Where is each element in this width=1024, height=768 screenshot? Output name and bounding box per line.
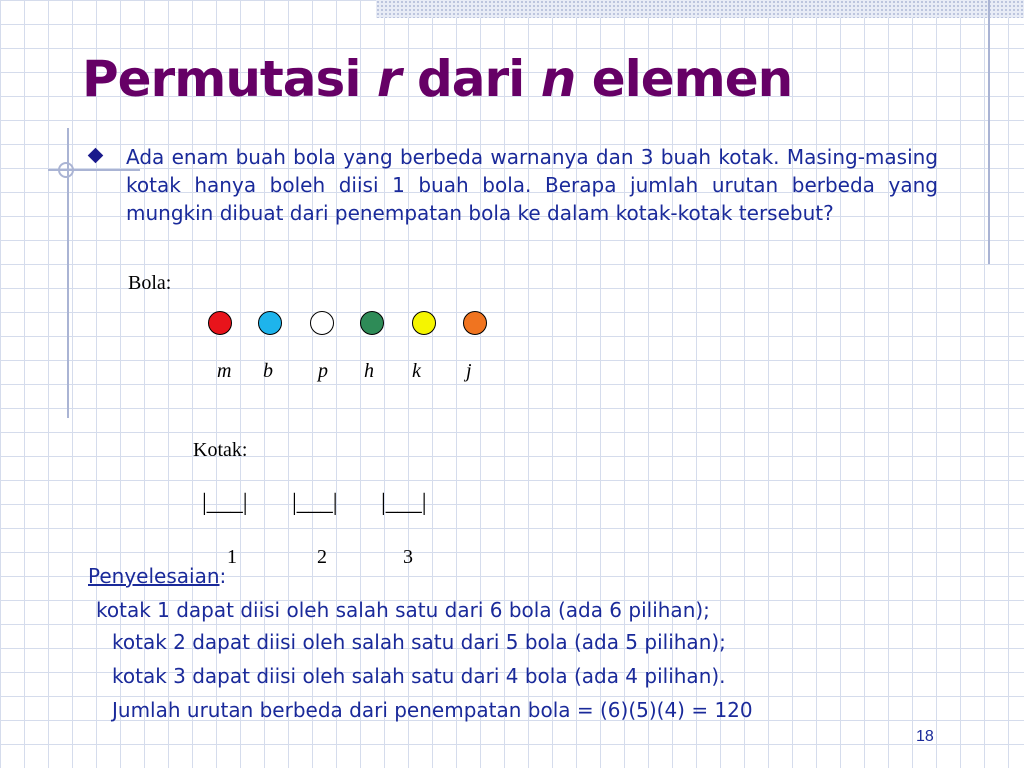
bola-label: Bola: xyxy=(128,272,172,294)
ball-letter-k: k xyxy=(412,360,421,382)
right-vertical-rule xyxy=(988,0,990,264)
ball-green xyxy=(360,311,384,335)
problem-paragraph: Ada enam buah bola yang berbeda warnanya dan 3 buah kotak. Masing-masing kotak hanya boleh diisi 1 buah bola. Berapa jumlah urutan berbeda yang mungkin dibuat dari penempatan bola ke dalam kotak-kotak tersebut? xyxy=(126,145,938,225)
solution-line-1: kotak 1 dapat diisi oleh salah satu dari 6 bola (ada 6 pilihan); xyxy=(96,598,710,622)
ball-red xyxy=(208,311,232,335)
solution-line-4: Jumlah urutan berbeda dari penempatan bola = (6)(5)(4) = 120 xyxy=(112,698,753,722)
slide-title: Permutasi r dari n elemen xyxy=(82,50,793,108)
box-number-2: 2 xyxy=(317,546,327,568)
solution-line-2: kotak 2 dapat diisi oleh salah satu dari 5 bola (ada 5 pilihan); xyxy=(112,630,726,654)
ball-letter-j: j xyxy=(466,360,472,382)
ball-letter-m: m xyxy=(217,360,232,382)
ball-white xyxy=(310,311,334,335)
ball-letter-h: h xyxy=(364,360,374,382)
box-number-1: 1 xyxy=(227,546,237,568)
header-decoration xyxy=(376,0,1024,18)
ball-blue xyxy=(258,311,282,335)
ball-letter-b: b xyxy=(263,360,273,382)
solution-heading: Penyelesaian: xyxy=(88,564,227,588)
box-2: |___| xyxy=(292,490,338,516)
kotak-label: Kotak: xyxy=(193,439,248,461)
box-1: |___| xyxy=(202,490,248,516)
box-number-3: 3 xyxy=(403,546,413,568)
ball-orange xyxy=(463,311,487,335)
ball-letter-p: p xyxy=(318,360,328,382)
page-number: 18 xyxy=(916,728,934,745)
ball-yellow xyxy=(412,311,436,335)
solution-line-3: kotak 3 dapat diisi oleh salah satu dari 4 bola (ada 4 pilihan). xyxy=(112,664,726,688)
bullet-diamond-icon xyxy=(88,148,104,164)
circle-decoration xyxy=(58,162,74,178)
box-3: |___| xyxy=(381,490,427,516)
